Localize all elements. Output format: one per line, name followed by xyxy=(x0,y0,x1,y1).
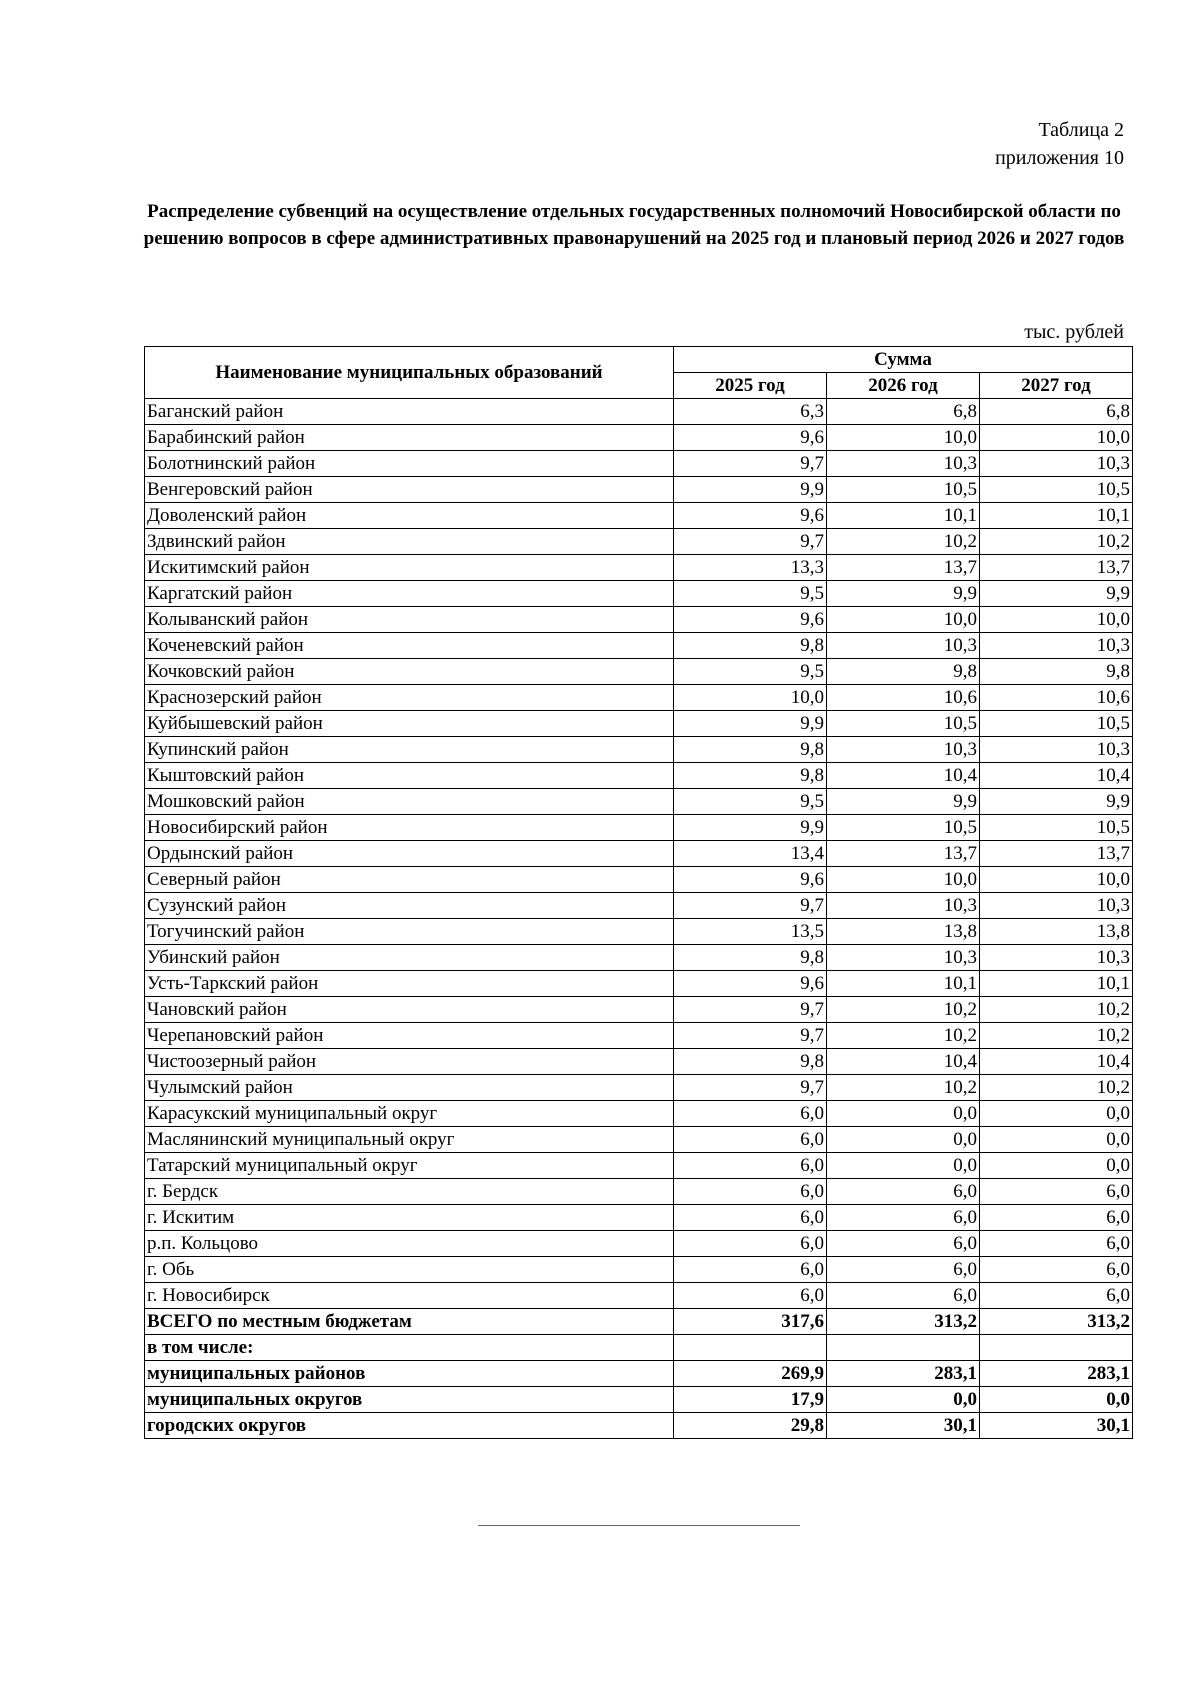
row-name: муниципальных районов xyxy=(145,1361,674,1387)
table-row xyxy=(145,1049,1133,1075)
value-2026: 9,9 xyxy=(827,789,980,815)
value-2027: 6,0 xyxy=(980,1231,1133,1257)
units-label: тыс. рублей xyxy=(1024,321,1124,343)
table-row xyxy=(145,1413,1133,1439)
row-name: Каргатский район xyxy=(145,581,674,607)
value-2027: 10,4 xyxy=(980,763,1133,789)
row-name: Черепановский район xyxy=(145,1023,674,1049)
value-2025: 29,8 xyxy=(674,1413,827,1439)
table-row xyxy=(145,1283,1133,1309)
value-2025: 17,9 xyxy=(674,1387,827,1413)
value-2027: 10,3 xyxy=(980,893,1133,919)
value-2026: 10,2 xyxy=(827,1075,980,1101)
value-2027: 13,7 xyxy=(980,841,1133,867)
row-name: Усть-Таркский район xyxy=(145,971,674,997)
table-row xyxy=(145,555,1133,581)
value-2027: 10,2 xyxy=(980,1023,1133,1049)
value-2025: 9,6 xyxy=(674,607,827,633)
value-2026 xyxy=(827,1335,980,1361)
value-2025: 9,7 xyxy=(674,997,827,1023)
value-2026: 10,3 xyxy=(827,893,980,919)
table-row xyxy=(145,815,1133,841)
value-2025: 6,0 xyxy=(674,1179,827,1205)
value-2026: 6,8 xyxy=(827,399,980,425)
value-2026: 10,3 xyxy=(827,451,980,477)
row-name: Здвинский район xyxy=(145,529,674,555)
value-2026: 10,0 xyxy=(827,425,980,451)
row-name: Венгеровский район xyxy=(145,477,674,503)
value-2025: 6,0 xyxy=(674,1101,827,1127)
value-2025: 9,7 xyxy=(674,1075,827,1101)
value-2026: 0,0 xyxy=(827,1101,980,1127)
value-2026: 6,0 xyxy=(827,1283,980,1309)
row-name: Карасукский муниципальный округ xyxy=(145,1101,674,1127)
value-2026: 6,0 xyxy=(827,1205,980,1231)
row-name: Куйбышевский район xyxy=(145,711,674,737)
table-row xyxy=(145,1179,1133,1205)
value-2026: 10,2 xyxy=(827,529,980,555)
row-name: Колыванский район xyxy=(145,607,674,633)
table-row xyxy=(145,1127,1133,1153)
table-row xyxy=(145,607,1133,633)
value-2025: 9,6 xyxy=(674,503,827,529)
table-row xyxy=(145,529,1133,555)
value-2027: 313,2 xyxy=(980,1309,1133,1335)
value-2025: 269,9 xyxy=(674,1361,827,1387)
value-2026: 6,0 xyxy=(827,1257,980,1283)
value-2026: 313,2 xyxy=(827,1309,980,1335)
row-name: Кочковский район xyxy=(145,659,674,685)
value-2026: 10,3 xyxy=(827,633,980,659)
table-row xyxy=(145,659,1133,685)
caption-table-number: Таблица 2 xyxy=(1038,119,1124,141)
table-row xyxy=(145,1023,1133,1049)
value-2026: 13,8 xyxy=(827,919,980,945)
value-2026: 10,1 xyxy=(827,971,980,997)
value-2026: 13,7 xyxy=(827,555,980,581)
row-name: Чистоозерный район xyxy=(145,1049,674,1075)
row-name: Тогучинский район xyxy=(145,919,674,945)
value-2027: 10,5 xyxy=(980,477,1133,503)
row-name: Краснозерский район xyxy=(145,685,674,711)
value-2026: 10,3 xyxy=(827,737,980,763)
value-2027: 10,0 xyxy=(980,607,1133,633)
row-name: г. Новосибирск xyxy=(145,1283,674,1309)
header-name: Наименование муниципальных образований xyxy=(145,347,674,399)
value-2025: 13,5 xyxy=(674,919,827,945)
header-year-2025: 2025 год xyxy=(674,373,827,399)
row-name: в том числе: xyxy=(145,1335,674,1361)
value-2027: 10,1 xyxy=(980,971,1133,997)
value-2026: 6,0 xyxy=(827,1179,980,1205)
table-row xyxy=(145,737,1133,763)
value-2026: 9,8 xyxy=(827,659,980,685)
row-name: муниципальных округов xyxy=(145,1387,674,1413)
value-2026: 6,0 xyxy=(827,1231,980,1257)
value-2027: 6,0 xyxy=(980,1257,1133,1283)
value-2025: 9,6 xyxy=(674,971,827,997)
header-year-2027: 2027 год xyxy=(980,373,1133,399)
table-row xyxy=(145,893,1133,919)
table-row xyxy=(145,841,1133,867)
value-2026: 0,0 xyxy=(827,1127,980,1153)
row-name: р.п. Кольцово xyxy=(145,1231,674,1257)
row-name: ВСЕГО по местным бюджетам xyxy=(145,1309,674,1335)
value-2027: 283,1 xyxy=(980,1361,1133,1387)
value-2025: 9,9 xyxy=(674,711,827,737)
row-name: Чулымский район xyxy=(145,1075,674,1101)
value-2026: 10,2 xyxy=(827,1023,980,1049)
value-2025: 9,7 xyxy=(674,1023,827,1049)
table-row xyxy=(145,867,1133,893)
value-2026: 0,0 xyxy=(827,1387,980,1413)
row-name: Ордынский район xyxy=(145,841,674,867)
value-2025: 9,5 xyxy=(674,789,827,815)
value-2025: 6,0 xyxy=(674,1257,827,1283)
caption-appendix: приложения 10 xyxy=(995,147,1124,169)
value-2027: 6,0 xyxy=(980,1283,1133,1309)
table-row xyxy=(145,477,1133,503)
row-name: г. Искитим xyxy=(145,1205,674,1231)
value-2026: 10,0 xyxy=(827,867,980,893)
value-2027: 9,9 xyxy=(980,581,1133,607)
value-2026: 0,0 xyxy=(827,1153,980,1179)
value-2025: 9,7 xyxy=(674,529,827,555)
row-name: г. Бердск xyxy=(145,1179,674,1205)
value-2025: 9,7 xyxy=(674,451,827,477)
value-2027: 0,0 xyxy=(980,1101,1133,1127)
header-sum: Сумма xyxy=(674,347,1133,373)
value-2027: 6,0 xyxy=(980,1205,1133,1231)
table-row xyxy=(145,1075,1133,1101)
row-name: Новосибирский район xyxy=(145,815,674,841)
table-row xyxy=(145,503,1133,529)
row-name: Татарский муниципальный округ xyxy=(145,1153,674,1179)
value-2025: 6,0 xyxy=(674,1283,827,1309)
value-2027: 0,0 xyxy=(980,1387,1133,1413)
value-2026: 10,2 xyxy=(827,997,980,1023)
value-2027: 9,8 xyxy=(980,659,1133,685)
value-2026: 283,1 xyxy=(827,1361,980,1387)
value-2025: 6,0 xyxy=(674,1127,827,1153)
value-2026: 10,5 xyxy=(827,477,980,503)
value-2025: 9,6 xyxy=(674,425,827,451)
value-2027: 9,9 xyxy=(980,789,1133,815)
table-header xyxy=(145,347,1133,399)
table-row xyxy=(145,685,1133,711)
value-2025: 9,7 xyxy=(674,893,827,919)
value-2027: 10,4 xyxy=(980,1049,1133,1075)
row-name: Баганский район xyxy=(145,399,674,425)
table-row xyxy=(145,1257,1133,1283)
table-row xyxy=(145,1205,1133,1231)
value-2026: 10,5 xyxy=(827,711,980,737)
value-2025: 9,8 xyxy=(674,763,827,789)
row-name: Доволенский район xyxy=(145,503,674,529)
table-row xyxy=(145,1335,1133,1361)
table-row xyxy=(145,711,1133,737)
value-2026: 10,4 xyxy=(827,1049,980,1075)
row-name: г. Обь xyxy=(145,1257,674,1283)
value-2027: 10,3 xyxy=(980,737,1133,763)
table-caption xyxy=(995,116,1124,172)
table-row xyxy=(145,971,1133,997)
table-row xyxy=(145,1387,1133,1413)
table-row xyxy=(145,399,1133,425)
value-2027: 10,0 xyxy=(980,867,1133,893)
value-2027: 10,2 xyxy=(980,1075,1133,1101)
value-2027: 10,3 xyxy=(980,945,1133,971)
table-row xyxy=(145,1231,1133,1257)
table-body xyxy=(145,399,1133,1439)
value-2027: 10,2 xyxy=(980,997,1133,1023)
value-2027: 10,5 xyxy=(980,815,1133,841)
subsidy-table xyxy=(144,346,1133,1439)
value-2027: 10,0 xyxy=(980,425,1133,451)
value-2027 xyxy=(980,1335,1133,1361)
value-2025: 6,0 xyxy=(674,1231,827,1257)
header-year-2026: 2026 год xyxy=(827,373,980,399)
table-row xyxy=(145,633,1133,659)
row-name: Чановский район xyxy=(145,997,674,1023)
table-row xyxy=(145,425,1133,451)
document-title: Распределение субвенций на осуществление отдельных государственных полномочий Новосибирской области по решению вопросов в сфере административных правонарушений на 2025 год и плановый период 2026 и 2027 годов xyxy=(143,201,1125,249)
value-2026: 10,5 xyxy=(827,815,980,841)
value-2025: 6,0 xyxy=(674,1205,827,1231)
row-name: Купинский район xyxy=(145,737,674,763)
value-2027: 10,3 xyxy=(980,451,1133,477)
end-rule xyxy=(478,1525,800,1526)
value-2025: 9,8 xyxy=(674,1049,827,1075)
table-row xyxy=(145,945,1133,971)
table-row xyxy=(145,919,1133,945)
row-name: Коченевский район xyxy=(145,633,674,659)
value-2027: 30,1 xyxy=(980,1413,1133,1439)
value-2027: 0,0 xyxy=(980,1127,1133,1153)
value-2026: 10,3 xyxy=(827,945,980,971)
table-row xyxy=(145,1101,1133,1127)
value-2027: 10,5 xyxy=(980,711,1133,737)
value-2027: 13,8 xyxy=(980,919,1133,945)
row-name: Барабинский район xyxy=(145,425,674,451)
value-2025 xyxy=(674,1335,827,1361)
value-2027: 10,6 xyxy=(980,685,1133,711)
table-row xyxy=(145,581,1133,607)
value-2026: 10,6 xyxy=(827,685,980,711)
table-row xyxy=(145,789,1133,815)
value-2027: 6,8 xyxy=(980,399,1133,425)
value-2027: 10,3 xyxy=(980,633,1133,659)
value-2025: 9,9 xyxy=(674,477,827,503)
row-name: Искитимский район xyxy=(145,555,674,581)
table-row xyxy=(145,451,1133,477)
value-2027: 13,7 xyxy=(980,555,1133,581)
table-row xyxy=(145,1153,1133,1179)
row-name: Убинский район xyxy=(145,945,674,971)
value-2025: 317,6 xyxy=(674,1309,827,1335)
value-2027: 6,0 xyxy=(980,1179,1133,1205)
table-row xyxy=(145,1309,1133,1335)
value-2025: 13,3 xyxy=(674,555,827,581)
value-2025: 9,8 xyxy=(674,737,827,763)
value-2026: 13,7 xyxy=(827,841,980,867)
row-name: Мошковский район xyxy=(145,789,674,815)
value-2026: 10,4 xyxy=(827,763,980,789)
value-2026: 30,1 xyxy=(827,1413,980,1439)
value-2025: 9,5 xyxy=(674,659,827,685)
value-2025: 6,0 xyxy=(674,1153,827,1179)
value-2025: 9,9 xyxy=(674,815,827,841)
value-2026: 10,1 xyxy=(827,503,980,529)
table-row xyxy=(145,997,1133,1023)
value-2025: 13,4 xyxy=(674,841,827,867)
row-name: Маслянинский муниципальный округ xyxy=(145,1127,674,1153)
value-2026: 9,9 xyxy=(827,581,980,607)
table-row xyxy=(145,763,1133,789)
row-name: Кыштовский район xyxy=(145,763,674,789)
value-2025: 9,5 xyxy=(674,581,827,607)
row-name: Сузунский район xyxy=(145,893,674,919)
row-name: Болотнинский район xyxy=(145,451,674,477)
value-2025: 10,0 xyxy=(674,685,827,711)
value-2025: 9,6 xyxy=(674,867,827,893)
row-name: Северный район xyxy=(145,867,674,893)
value-2027: 10,2 xyxy=(980,529,1133,555)
table-row xyxy=(145,1361,1133,1387)
value-2027: 10,1 xyxy=(980,503,1133,529)
value-2025: 6,3 xyxy=(674,399,827,425)
value-2025: 9,8 xyxy=(674,945,827,971)
value-2027: 0,0 xyxy=(980,1153,1133,1179)
value-2025: 9,8 xyxy=(674,633,827,659)
row-name: городских округов xyxy=(145,1413,674,1439)
value-2026: 10,0 xyxy=(827,607,980,633)
